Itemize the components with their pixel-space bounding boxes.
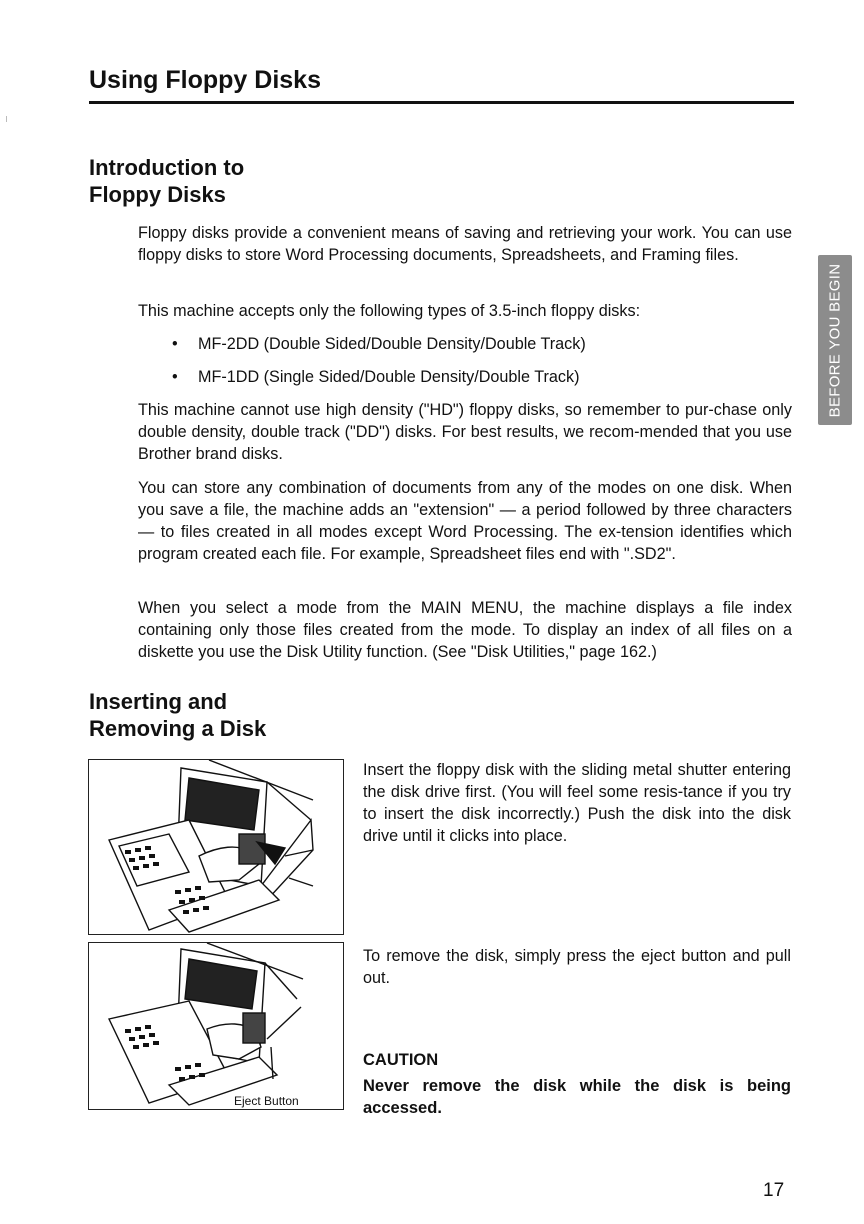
insert-disk-illustration <box>88 759 344 935</box>
eject-disk-drawing <box>89 943 343 1109</box>
insert-instructions: Insert the floppy disk with the sliding metal shutter entering the disk drive first. (You will feel some resis-tance if you try to insert the disk incorrectly.) Push the disk into the disk drive until it clicks into place. <box>363 761 791 845</box>
intro-heading <box>89 154 244 208</box>
eject-button-caption: Eject Button <box>234 1094 299 1108</box>
side-tab-label: BEFORE YOU BEGIN <box>826 263 844 417</box>
eject-disk-illustration <box>88 942 344 1110</box>
list-item: • MF-1DD (Single Sided/Double Density/Double Track) <box>172 366 586 399</box>
section-side-tab <box>818 255 852 425</box>
list-item: • MF-2DD (Double Sided/Double Density/Double Track) <box>172 333 586 366</box>
scan-mark <box>6 116 7 122</box>
page-number: 17 <box>763 1180 785 1201</box>
insert-disk-drawing <box>89 760 343 934</box>
intro-paragraph-1: Floppy disks provide a convenient means of saving and retrieving your work. You can use floppy disks to store Word Processing documents, Spreadsheets, and Framing files. <box>138 224 792 264</box>
title-rule <box>89 101 794 104</box>
inserting-heading-line2: Removing a Disk <box>89 716 267 741</box>
intro-heading-line2: Floppy Disks <box>89 182 226 207</box>
intro-paragraph-2: This machine accepts only the following types of 3.5-inch floppy disks: <box>138 302 641 320</box>
disk-type-list <box>172 333 586 399</box>
caution-title: CAUTION <box>363 1051 439 1069</box>
intro-paragraph-3: This machine cannot use high density ("HD") floppy disks, so remember to pur-chase only double density, double track ("DD") disks. For best results, we recom-mended that you use Brother brand disks. <box>138 401 792 463</box>
intro-paragraph-5: When you select a mode from the MAIN MENU, the machine displays a file index containing only those files created from the mode. To display an index of all files on a diskette you use the Disk Utility function. (See "Disk Utilities," page 162.) <box>138 599 792 661</box>
remove-instructions: To remove the disk, simply press the eject button and pull out. <box>363 947 791 987</box>
inserting-heading <box>89 688 266 742</box>
intro-paragraph-4: You can store any combination of documents from any of the modes on one disk. When you save a file, the machine adds an "extension" — a period followed by three characters — to files created in all modes except Word Processing. The ex-tension identifies which program created each file. For example, Spreadsheet files end with ".SD2". <box>138 479 792 563</box>
page-title: Using Floppy Disks <box>89 66 321 94</box>
inserting-heading-line1: Inserting and <box>89 689 228 714</box>
caution-text: Never remove the disk while the disk is being accessed. <box>363 1077 791 1117</box>
intro-heading-line1: Introduction to <box>89 155 245 180</box>
